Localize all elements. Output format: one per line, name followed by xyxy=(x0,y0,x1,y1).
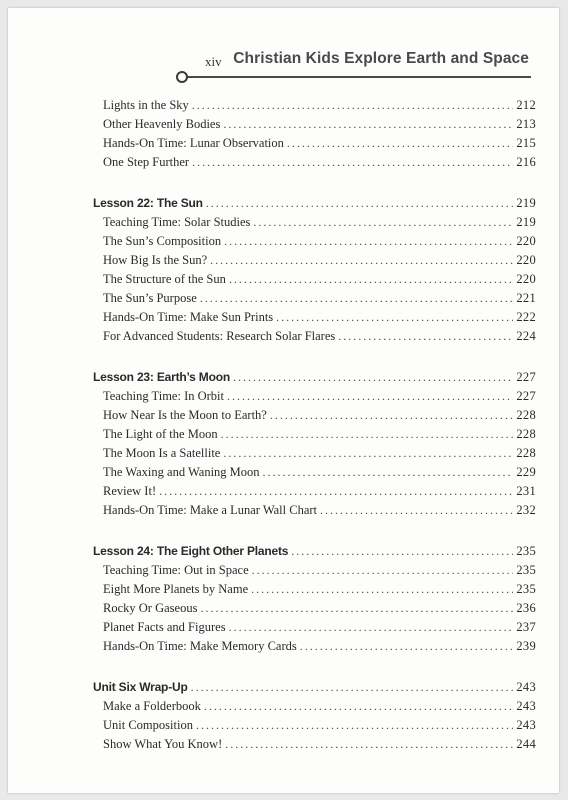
toc-entry-title: How Near Is the Moon to Earth? xyxy=(103,408,267,422)
toc-entry-title: How Big Is the Sun? xyxy=(103,253,208,267)
toc-section xyxy=(93,194,536,346)
toc-entry[interactable] xyxy=(93,153,536,172)
toc-entry[interactable] xyxy=(93,580,536,599)
toc-section xyxy=(93,542,536,656)
toc-entry[interactable] xyxy=(93,406,536,425)
book-title: Christian Kids Explore Earth and Space xyxy=(233,50,529,67)
toc-section xyxy=(93,96,536,172)
section-spacer xyxy=(93,520,536,542)
toc-entry-page: 231 xyxy=(516,484,536,498)
toc-lesson-heading[interactable] xyxy=(93,194,536,213)
toc-entry-title: Lesson 24: The Eight Other Planets xyxy=(93,544,289,558)
toc-entry-page: 224 xyxy=(516,329,536,343)
toc-entry[interactable] xyxy=(93,463,536,482)
dot-leader xyxy=(210,251,513,270)
toc-entry-title: The Light of the Moon xyxy=(103,427,218,441)
toc-entry-page: 235 xyxy=(516,544,536,558)
toc-entry[interactable] xyxy=(93,637,536,656)
toc-entry[interactable] xyxy=(93,289,536,308)
toc-entry-page: 219 xyxy=(516,196,536,210)
section-spacer xyxy=(93,346,536,368)
toc-entry-title: Teaching Time: In Orbit xyxy=(103,389,224,403)
dot-leader xyxy=(320,501,513,520)
dot-leader xyxy=(223,115,513,134)
toc-entry[interactable] xyxy=(93,308,536,327)
toc-entry-title: Review It! xyxy=(103,484,157,498)
toc-entry-page: 243 xyxy=(516,680,536,694)
toc-section xyxy=(93,368,536,520)
toc-entry-title: Make a Folderbook xyxy=(103,699,201,713)
toc-entry[interactable] xyxy=(93,735,536,754)
table-of-contents xyxy=(93,96,536,754)
dot-leader xyxy=(300,637,514,656)
toc-section xyxy=(93,678,536,754)
toc-entry-title: Teaching Time: Solar Studies xyxy=(103,215,251,229)
toc-entry-title: Unit Composition xyxy=(103,718,193,732)
toc-entry-page: 243 xyxy=(516,718,536,732)
page-number: xiv xyxy=(205,54,222,69)
toc-entry-page: 227 xyxy=(516,370,536,384)
toc-entry[interactable] xyxy=(93,501,536,520)
dot-leader xyxy=(192,96,514,115)
toc-entry[interactable] xyxy=(93,96,536,115)
dot-leader xyxy=(338,327,513,346)
dot-leader xyxy=(270,406,514,425)
toc-entry[interactable] xyxy=(93,387,536,406)
toc-entry-page: 235 xyxy=(516,563,536,577)
dot-leader xyxy=(196,716,513,735)
dot-leader xyxy=(200,289,514,308)
toc-entry-title: The Sun’s Composition xyxy=(103,234,222,248)
toc-entry-title: One Step Further xyxy=(103,155,190,169)
dot-leader xyxy=(206,194,514,213)
toc-entry[interactable] xyxy=(93,232,536,251)
toc-entry-title: Hands-On Time: Make Sun Prints xyxy=(103,310,274,324)
toc-entry-page: 239 xyxy=(516,639,536,653)
toc-entry-title: Lesson 23: Earth’s Moon xyxy=(93,370,230,384)
toc-entry-page: 221 xyxy=(516,291,536,305)
toc-entry-title: Other Heavenly Bodies xyxy=(103,117,221,131)
dot-leader xyxy=(192,153,513,172)
dot-leader xyxy=(159,482,513,501)
toc-entry[interactable] xyxy=(93,115,536,134)
dot-leader xyxy=(287,134,513,153)
toc-entry-page: 232 xyxy=(516,503,536,517)
header-rule xyxy=(186,76,531,78)
toc-entry-title: Hands-On Time: Lunar Observation xyxy=(103,136,284,150)
toc-entry-page: 215 xyxy=(516,136,536,150)
dot-leader xyxy=(227,387,513,406)
toc-lesson-heading[interactable] xyxy=(93,368,536,387)
toc-entry-title: Planet Facts and Figures xyxy=(103,620,226,634)
toc-entry-page: 228 xyxy=(516,408,536,422)
dot-leader xyxy=(291,542,513,561)
toc-entry-title: Teaching Time: Out in Space xyxy=(103,563,249,577)
section-spacer xyxy=(93,656,536,678)
toc-lesson-heading[interactable] xyxy=(93,542,536,561)
toc-entry[interactable] xyxy=(93,482,536,501)
toc-entry-title: Hands-On Time: Make a Lunar Wall Chart xyxy=(103,503,318,517)
toc-entry-title: Rocky Or Gaseous xyxy=(103,601,198,615)
dot-leader xyxy=(224,232,513,251)
document-page xyxy=(8,8,559,793)
dot-leader xyxy=(229,618,514,637)
toc-entry[interactable] xyxy=(93,270,536,289)
toc-entry[interactable] xyxy=(93,251,536,270)
section-spacer xyxy=(93,172,536,194)
toc-entry-title: Show What You Know! xyxy=(103,737,223,751)
header-ring-ornament xyxy=(176,71,188,83)
toc-entry[interactable] xyxy=(93,134,536,153)
dot-leader xyxy=(191,678,514,697)
toc-entry-title: The Structure of the Sun xyxy=(103,272,226,286)
dot-leader xyxy=(200,599,513,618)
toc-entry-title: Lights in the Sky xyxy=(103,98,189,112)
toc-entry[interactable] xyxy=(93,618,536,637)
toc-entry-page: 228 xyxy=(516,427,536,441)
dot-leader xyxy=(233,368,513,387)
dot-leader xyxy=(252,561,514,580)
toc-entry-page: 222 xyxy=(516,310,536,324)
dot-leader xyxy=(253,213,513,232)
dot-leader xyxy=(229,270,513,289)
toc-entry-page: 236 xyxy=(516,601,536,615)
toc-entry-title: Eight More Planets by Name xyxy=(103,582,249,596)
toc-entry-page: 237 xyxy=(516,620,536,634)
toc-entry-title: Unit Six Wrap-Up xyxy=(93,680,188,694)
page-header xyxy=(8,8,559,88)
toc-entry-page: 243 xyxy=(516,699,536,713)
toc-entry-page: 227 xyxy=(516,389,536,403)
dot-leader xyxy=(251,580,513,599)
toc-entry-page: 220 xyxy=(516,234,536,248)
toc-entry[interactable] xyxy=(93,599,536,618)
toc-entry-title: The Waxing and Waning Moon xyxy=(103,465,260,479)
toc-entry[interactable] xyxy=(93,561,536,580)
toc-entry-page: 220 xyxy=(516,253,536,267)
toc-entry[interactable] xyxy=(93,697,536,716)
toc-entry-title: Hands-On Time: Make Memory Cards xyxy=(103,639,297,653)
toc-lesson-heading[interactable] xyxy=(93,678,536,697)
toc-entry-page: 213 xyxy=(516,117,536,131)
toc-entry-page: 244 xyxy=(516,737,536,751)
toc-entry-title: The Moon Is a Satellite xyxy=(103,446,221,460)
toc-entry-title: For Advanced Students: Research Solar Flares xyxy=(103,329,336,343)
dot-leader xyxy=(276,308,513,327)
dot-leader xyxy=(221,425,514,444)
toc-entry-title: The Sun’s Purpose xyxy=(103,291,197,305)
toc-entry[interactable] xyxy=(93,213,536,232)
toc-entry-page: 228 xyxy=(516,446,536,460)
toc-entry-page: 212 xyxy=(516,98,536,112)
toc-entry-title: Lesson 22: The Sun xyxy=(93,196,203,210)
toc-entry-page: 216 xyxy=(516,155,536,169)
toc-entry-page: 220 xyxy=(516,272,536,286)
toc-entry[interactable] xyxy=(93,716,536,735)
toc-entry[interactable] xyxy=(93,444,536,463)
toc-entry-page: 229 xyxy=(516,465,536,479)
dot-leader xyxy=(225,735,513,754)
dot-leader xyxy=(263,463,514,482)
toc-entry[interactable] xyxy=(93,327,536,346)
toc-entry-page: 219 xyxy=(516,215,536,229)
dot-leader xyxy=(204,697,513,716)
toc-entry-page: 235 xyxy=(516,582,536,596)
toc-entry[interactable] xyxy=(93,425,536,444)
dot-leader xyxy=(223,444,513,463)
